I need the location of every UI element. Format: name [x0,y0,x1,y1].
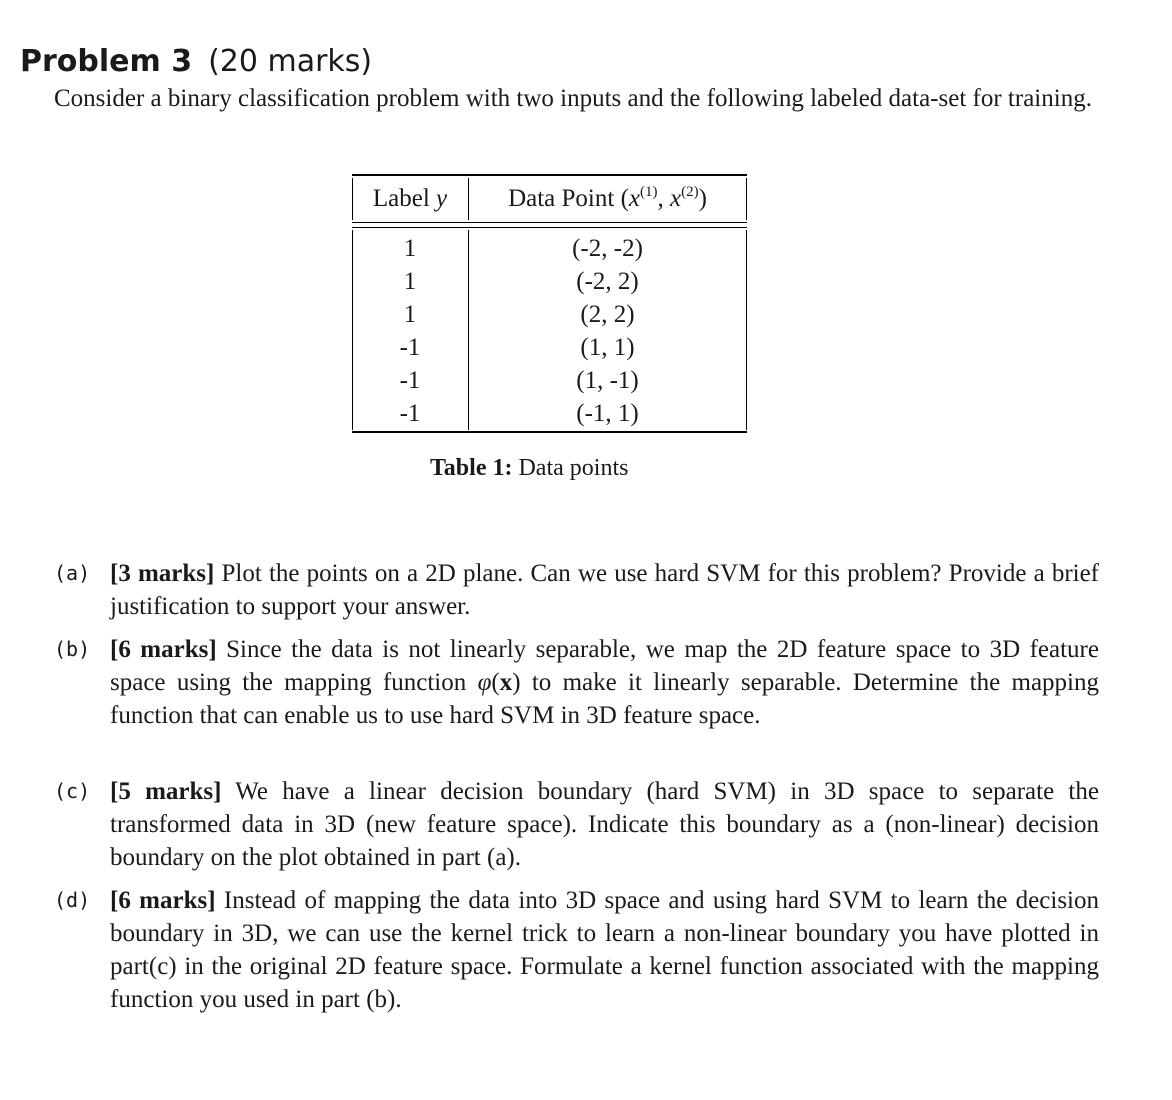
table-row [352,397,747,430]
cell-label: -1 [399,367,421,394]
table-row [352,232,747,265]
cell-point: (2, 2) [580,301,635,328]
table-row [352,331,747,364]
cell-point: (1, -1) [576,367,639,394]
part-label: (a) [54,561,91,585]
part-body [110,557,1099,623]
phi-symbol: φ [477,669,492,696]
header-point-text: Data Point [508,185,615,212]
table-header-point [469,183,746,215]
cell-label: 1 [403,268,417,295]
part-body: [6 marks] Since the data is not linearly separable, we map the 2D feature space to 3D feature space using the mapping function φ(x) to make it linearly separable. Determine the mapping function that can enable us to use hard SVM in 3D feature space. [110,636,1099,729]
problem-intro: Consider a binary classification problem with two inputs and the following labeled data-set for training. [54,85,1092,112]
table-header-rule [352,227,747,228]
table-bottom-rule [352,431,747,433]
table-body [352,232,747,430]
part-label: (b) [54,637,91,661]
cell-label: -1 [399,400,421,427]
part-text: We have a linear decision boundary (hard SVM) in 3D space to separate the transformed data in 3D (new feature space). Indicate this boundary as a (non-linear) decision boundary on the plot obtained in part (a). [110,778,1099,871]
table-border [746,178,747,220]
caption-prefix: Table 1: [430,455,513,481]
part-d [54,884,1099,1016]
problem-title: Problem 3 [20,44,193,79]
cell-label: 1 [403,301,417,328]
part-body [110,775,1099,874]
part-b [54,633,1099,732]
problem-marks: (20 marks) [208,44,373,79]
header-point-math: ($x^{(1)}$, $x^{(2)}$) [620,184,707,212]
cell-point: (-1, 1) [576,400,639,427]
part-marks: [3 marks] [110,560,215,587]
header-label-var: y [436,185,448,212]
table-top-rule [352,174,747,176]
cell-point: (-2, -2) [572,235,643,262]
part-label: (d) [54,888,91,912]
part-label: (c) [54,779,91,803]
part-marks: [5 marks] [110,778,222,805]
part-text: Plot the points on a 2D plane. Can we use hard SVM for this problem? Provide a brief justification to support your answer. [110,560,1100,620]
cell-point: (1, 1) [580,334,635,361]
header-label-text: Label [372,185,430,212]
part-text: to make it linearly separable. Determine the mapping function that can enable us to use hard SVM in 3D feature space. [110,669,1099,729]
part-text: Since the data is not linearly separable, we map the 2D feature space to 3D feature space using the mapping function [110,636,1099,696]
caption-text: Data points [518,455,629,481]
table-caption [430,455,675,482]
part-marks: [6 marks] [110,636,217,663]
table-row [352,298,747,331]
cell-point: (-2, 2) [576,268,639,295]
cell-label: -1 [399,334,421,361]
table-row [352,364,747,397]
table-header-label [352,183,468,215]
cell-label: 1 [403,235,417,262]
part-text: Instead of mapping the data into 3D space and using hard SVM to learn the decision boundary in 3D, we can use the kernel trick to learn a non-linear boundary you have plotted in part(c) in the original 2D feature space. Formulate a kernel function associated with the mapping function you used in part (b). [110,887,1099,1013]
part-c [54,775,1099,874]
table-header-rule [352,222,747,223]
data-table [352,174,747,434]
part-body [110,884,1099,1016]
table-row [352,265,747,298]
vector-x: x [499,669,513,696]
problem-heading [20,44,372,79]
part-marks: [6 marks] [110,887,216,914]
part-a [54,557,1099,623]
